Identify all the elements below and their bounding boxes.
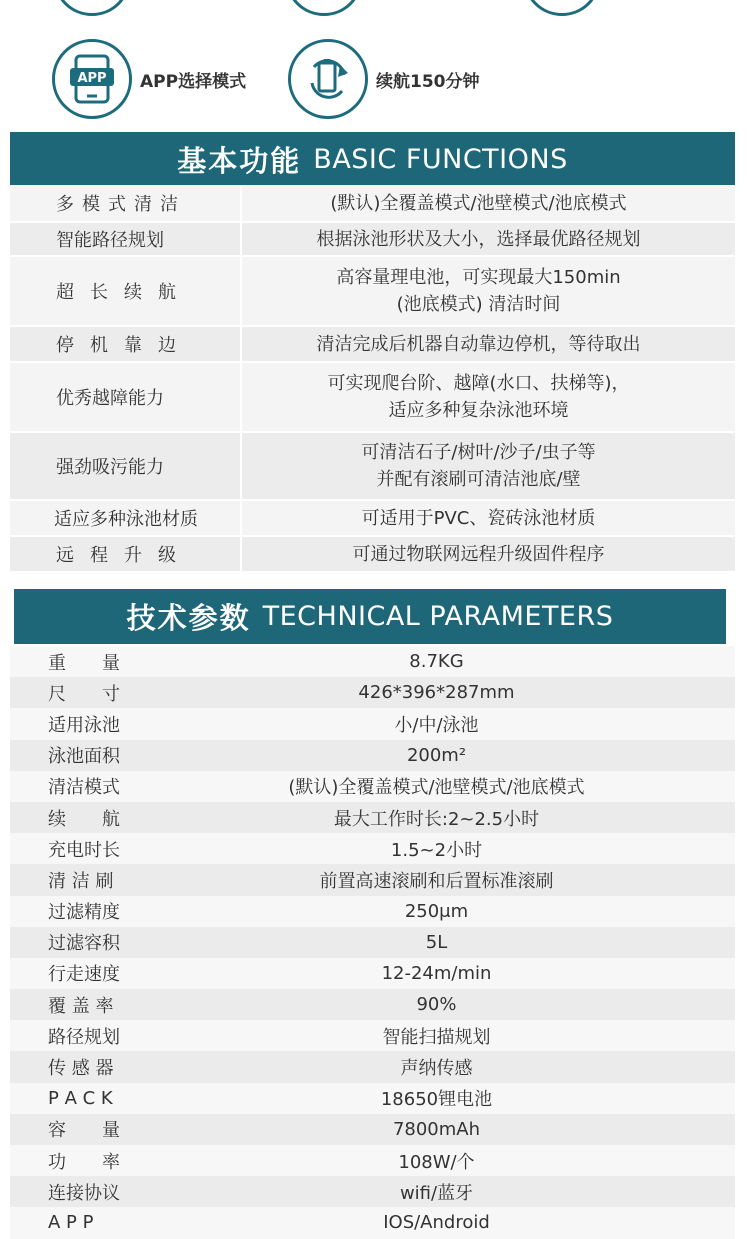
row-value: 可实现爬台阶、越障(水口、扶梯等)， 适应多种复杂泳池环境 — [240, 363, 735, 431]
row-key: 连接协议 — [48, 1182, 120, 1204]
row-key: 尺 寸 — [48, 683, 120, 705]
table-row — [10, 433, 735, 501]
row-key: 泳池面积 — [48, 746, 120, 768]
row-key: A P P — [48, 1212, 94, 1234]
row-key: 适应多种泳池材质 — [54, 509, 198, 530]
app-icon — [52, 39, 132, 119]
row-value: 可通过物联网远程升级固件程序 — [240, 537, 735, 571]
partial-icon-circle — [523, 0, 601, 16]
row-value: wifi/蓝牙 — [399, 1182, 474, 1204]
table-row — [10, 677, 735, 708]
feature-label: 续航150分钟 — [376, 71, 480, 92]
row-key: 清洁模式 — [48, 777, 120, 799]
row-value: 前置高速滚刷和后置标准滚刷 — [319, 870, 554, 892]
tech-header-en: TECHNICAL PARAMETERS — [262, 601, 614, 632]
technical-parameters-table — [10, 646, 735, 1239]
row-key: 容 量 — [48, 1120, 120, 1142]
table-row — [10, 537, 735, 573]
feature-battery — [288, 38, 480, 120]
row-value: 5L — [425, 931, 448, 953]
row-key: 重 量 — [48, 652, 120, 674]
row-key: 传 感 器 — [48, 1058, 114, 1080]
partial-icon-circle — [285, 0, 363, 16]
row-value: 可清洁石子/树叶/沙子/虫子等 并配有滚刷可清洁池底/壁 — [240, 433, 735, 499]
tech-header-zh: 技术参数 — [126, 601, 251, 635]
row-key: 行走速度 — [48, 964, 120, 986]
row-key: 多模式清洁 — [56, 194, 186, 215]
partial-icon-row — [0, 0, 750, 20]
row-value: 7800mAh — [392, 1118, 481, 1140]
row-key: 过滤容积 — [48, 933, 120, 955]
row-value: (默认)全覆盖模式/池壁模式/池底模式 — [240, 185, 735, 221]
feature-label: APP选择模式 — [140, 71, 247, 92]
table-row — [10, 989, 735, 1020]
table-row — [10, 927, 735, 958]
table-row — [10, 708, 735, 739]
technical-parameters-header — [14, 589, 726, 644]
table-row — [10, 185, 735, 223]
row-value: 108W/个 — [398, 1151, 475, 1173]
table-row — [10, 1083, 735, 1114]
table-row — [10, 1176, 735, 1207]
table-row — [10, 1051, 735, 1082]
row-key: 充电时长 — [48, 839, 120, 861]
row-key: 清 洁 刷 — [48, 870, 114, 892]
row-key: 覆 盖 率 — [48, 995, 114, 1017]
row-value: 声纳传感 — [400, 1058, 473, 1080]
row-value: 根据泳池形状及大小，选择最优路径规划 — [240, 223, 735, 255]
row-value: 小/中/泳池 — [394, 714, 479, 736]
basic-header-zh: 基本功能 — [177, 144, 302, 178]
row-key: 路径规划 — [48, 1026, 120, 1048]
battery-cycle-icon — [288, 39, 368, 119]
row-value: 可适用于PVC、瓷砖泳池材质 — [240, 501, 735, 535]
row-value: 8.7KG — [409, 651, 464, 673]
table-row — [10, 864, 735, 895]
table-row — [10, 771, 735, 802]
row-value: 智能扫描规划 — [382, 1026, 491, 1048]
table-row — [10, 833, 735, 864]
feature-app-mode — [52, 38, 246, 120]
partial-icon-circle — [53, 0, 131, 16]
row-value: IOS/Android — [383, 1212, 490, 1234]
row-key: 远程升级 — [56, 545, 192, 566]
basic-header-en: BASIC FUNCTIONS — [313, 144, 568, 175]
table-row — [10, 327, 735, 363]
table-row — [10, 740, 735, 771]
row-key: 智能路径规划 — [56, 230, 164, 251]
row-value: 12-24m/min — [381, 962, 492, 984]
table-row — [10, 501, 735, 537]
row-value: 1.5~2小时 — [390, 839, 483, 861]
row-value: 高容量理电池，可实现最大150min (池底模式) 清洁时间 — [240, 257, 735, 325]
table-row — [10, 363, 735, 433]
row-key: 续 航 — [48, 808, 120, 830]
table-row — [10, 1145, 735, 1176]
table-row — [10, 1207, 735, 1238]
app-icon-text: APP — [77, 71, 107, 86]
row-value: 最大工作时长:2~2.5小时 — [333, 808, 540, 830]
row-key: 过滤精度 — [48, 902, 120, 924]
row-value: 90% — [416, 994, 457, 1016]
row-value: 清洁完成后机器自动靠边停机，等待取出 — [240, 327, 735, 361]
row-key: 功 率 — [48, 1151, 120, 1173]
row-value: 18650锂电池 — [380, 1089, 493, 1111]
table-row — [10, 1020, 735, 1051]
table-row — [10, 257, 735, 327]
row-key: 优秀越障能力 — [56, 388, 164, 409]
row-value: (默认)全覆盖模式/池壁模式/池底模式 — [288, 777, 585, 799]
basic-functions-table — [10, 185, 735, 573]
table-row — [10, 958, 735, 989]
basic-functions-header — [10, 132, 735, 187]
row-value: 250μm — [404, 900, 469, 922]
table-row — [10, 646, 735, 677]
table-row — [10, 896, 735, 927]
row-key: 强劲吸污能力 — [56, 457, 164, 478]
table-row — [10, 802, 735, 833]
row-key: 停机靠边 — [56, 335, 192, 356]
row-key: P A C K — [48, 1087, 113, 1109]
table-row — [10, 1114, 735, 1145]
row-value: 200m² — [406, 744, 467, 766]
row-key: 适用泳池 — [48, 714, 120, 736]
table-row — [10, 223, 735, 257]
row-key: 超长续航 — [56, 282, 192, 303]
row-value: 426*396*287mm — [358, 682, 515, 704]
feature-row — [0, 38, 750, 120]
